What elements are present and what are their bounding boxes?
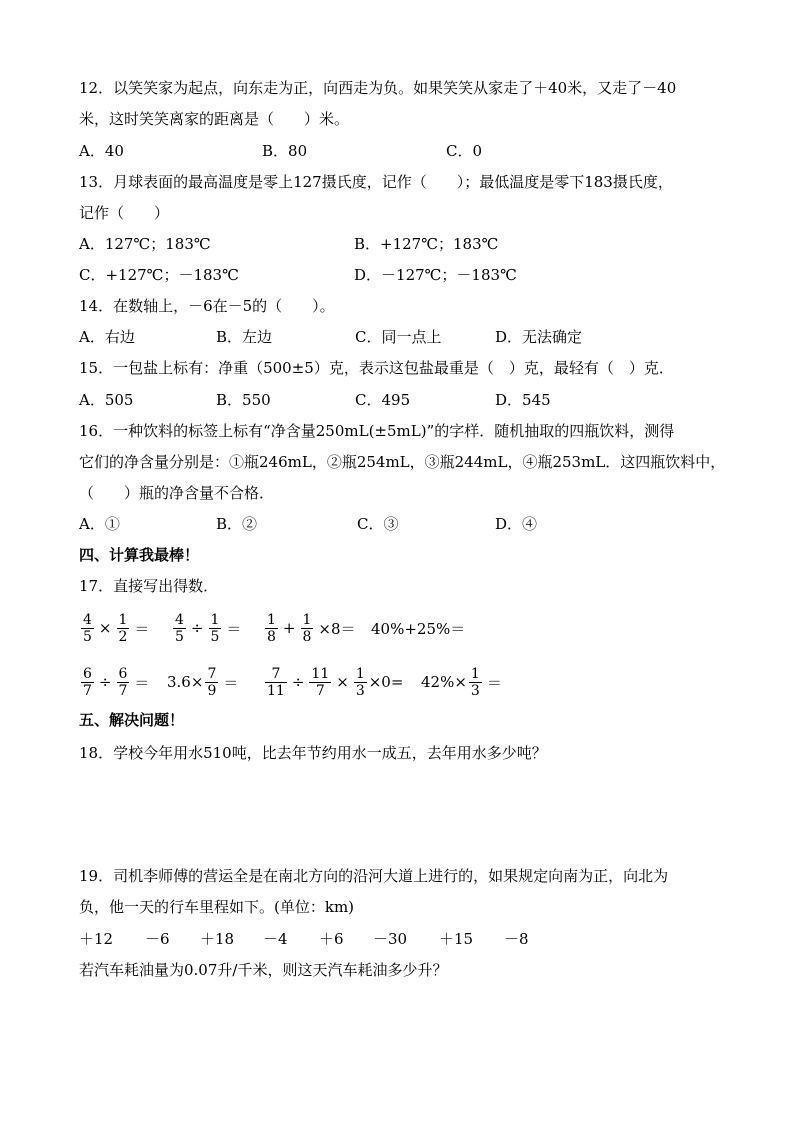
fraction: $\frac{1}{8}$ <box>267 611 276 645</box>
q12-option-a[interactable]: A．40 <box>79 142 124 160</box>
mileage-value: －8 <box>504 930 529 948</box>
q16-line3: （ ）瓶的净含量不合格． <box>79 484 275 502</box>
q16-option-d[interactable]: D．④ <box>495 515 538 533</box>
fraction: $\frac{7}{9}$ <box>207 665 217 699</box>
q12-line2: 米，这时笑笑离家的距离是（ ）米。 <box>79 110 350 128</box>
q17-title: 17．直接写出得数． <box>79 577 219 595</box>
q19-line2: 负，他一天的行车里程如下。(单位：km) <box>79 898 355 916</box>
mileage-value: ＋12 <box>79 930 114 948</box>
mileage-value: －4 <box>263 930 288 948</box>
q13-option-a[interactable]: A．127℃；183℃ <box>79 235 211 253</box>
q17-expression-8: 42%× $\frac{1}{3}$ ＝ <box>421 665 502 699</box>
fraction: $\frac{11}{7}$ <box>311 665 330 699</box>
q17-expression-4: 40%+25%＝ <box>371 619 466 638</box>
section-5-heading: 五、解决问题！ <box>79 711 185 729</box>
q13-option-d[interactable]: D．－127℃；－183℃ <box>354 266 517 284</box>
fraction: $\frac{6}{7}$ <box>83 665 92 699</box>
q17-expression-2: $\frac{4}{5}$ ÷ $\frac{1}{5}$ ＝ <box>175 611 242 645</box>
q16-option-a[interactable]: A．① <box>79 515 120 533</box>
q13-option-c[interactable]: C．+127℃；－183℃ <box>79 266 239 284</box>
q19-line1: 19．司机李师傅的营运全是在南北方向的沿河大道上进行的，如果规定向南为正，向北为 <box>79 867 669 885</box>
q14-option-b[interactable]: B．左边 <box>216 328 273 346</box>
q19-line3: 若汽车耗油量为0.07升/千米，则这天汽车耗油多少升？ <box>79 961 448 979</box>
fraction: $\frac{1}{3}$ <box>470 665 480 699</box>
q14-option-a[interactable]: A．右边 <box>79 328 135 346</box>
mileage-value: －30 <box>373 930 408 948</box>
q13-line2: 记作（ ） <box>79 204 170 222</box>
q13-option-b[interactable]: B．+127℃；183℃ <box>354 235 499 253</box>
q12-option-c[interactable]: C．0 <box>446 142 483 160</box>
fraction: $\frac{4}{5}$ <box>175 611 184 645</box>
q17-expression-7: $\frac{7}{11}$ ÷ $\frac{11}{7}$ × $\frac{1}{3}$ ×0= <box>267 665 404 699</box>
fraction: $\frac{4}{5}$ <box>83 611 92 645</box>
q14-option-d[interactable]: D．无法确定 <box>495 328 583 346</box>
q15-option-a[interactable]: A．505 <box>79 391 134 409</box>
q13-line1: 13．月球表面的最高温度是零上127摄氏度，记作（ ）；最低温度是零下183摄氏度， <box>79 173 673 191</box>
q18-text: 18．学校今年用水510吨，比去年节约用水一成五，去年用水多少吨？ <box>79 744 547 762</box>
q16-line2: 它们的净含量分别是：①瓶246mL，②瓶254mL，③瓶244mL，④瓶253mL．这四瓶饮料中， <box>79 453 726 471</box>
fraction: $\frac{1}{2}$ <box>118 611 128 645</box>
q15-line1: 15．一包盐上标有：净重（500±5）克，表示这包盐最重是（ ）克，最轻有（ ）克． <box>79 359 674 377</box>
q14-line1: 14．在数轴上，－6在－5的（ ）。 <box>79 297 335 315</box>
mileage-value: ＋18 <box>200 930 235 948</box>
mileage-value: －6 <box>145 930 170 948</box>
q17-expression-5: $\frac{6}{7}$ ÷ $\frac{6}{7}$ ＝ <box>83 665 150 699</box>
fraction: $\frac{1}{5}$ <box>210 611 220 645</box>
q12-line1: 12．以笑笑家为起点，向东走为正，向西走为负。如果笑笑从家走了＋40米，又走了－40 <box>79 79 677 97</box>
q14-option-c[interactable]: C．同一点上 <box>355 328 442 346</box>
q16-line1: 16．一种饮料的标签上标有“净含量250mL(±5mL)”的字样．随机抽取的四瓶饮料，测得 <box>79 422 675 440</box>
q15-option-c[interactable]: C．495 <box>355 391 411 409</box>
q17-expression-3: $\frac{1}{8}$ + $\frac{1}{8}$ ×8＝ <box>267 611 356 645</box>
section-4-heading: 四、计算我最棒！ <box>79 546 200 564</box>
fraction: $\frac{1}{3}$ <box>355 665 365 699</box>
q16-option-b[interactable]: B．② <box>216 515 258 533</box>
q17-expression-6: 3.6× $\frac{7}{9}$ ＝ <box>167 665 239 699</box>
fraction: $\frac{6}{7}$ <box>118 665 128 699</box>
q16-option-c[interactable]: C．③ <box>357 515 399 533</box>
fraction: $\frac{1}{8}$ <box>302 611 312 645</box>
mileage-value: ＋15 <box>439 930 474 948</box>
fraction: $\frac{7}{11}$ <box>267 665 285 699</box>
q17-expression-1: $\frac{4}{5}$ × $\frac{1}{2}$ ＝ <box>83 611 150 645</box>
q15-option-b[interactable]: B．550 <box>216 391 271 409</box>
q12-option-b[interactable]: B．80 <box>262 142 308 160</box>
q15-option-d[interactable]: D．545 <box>495 391 551 409</box>
mileage-value: ＋6 <box>319 930 344 948</box>
